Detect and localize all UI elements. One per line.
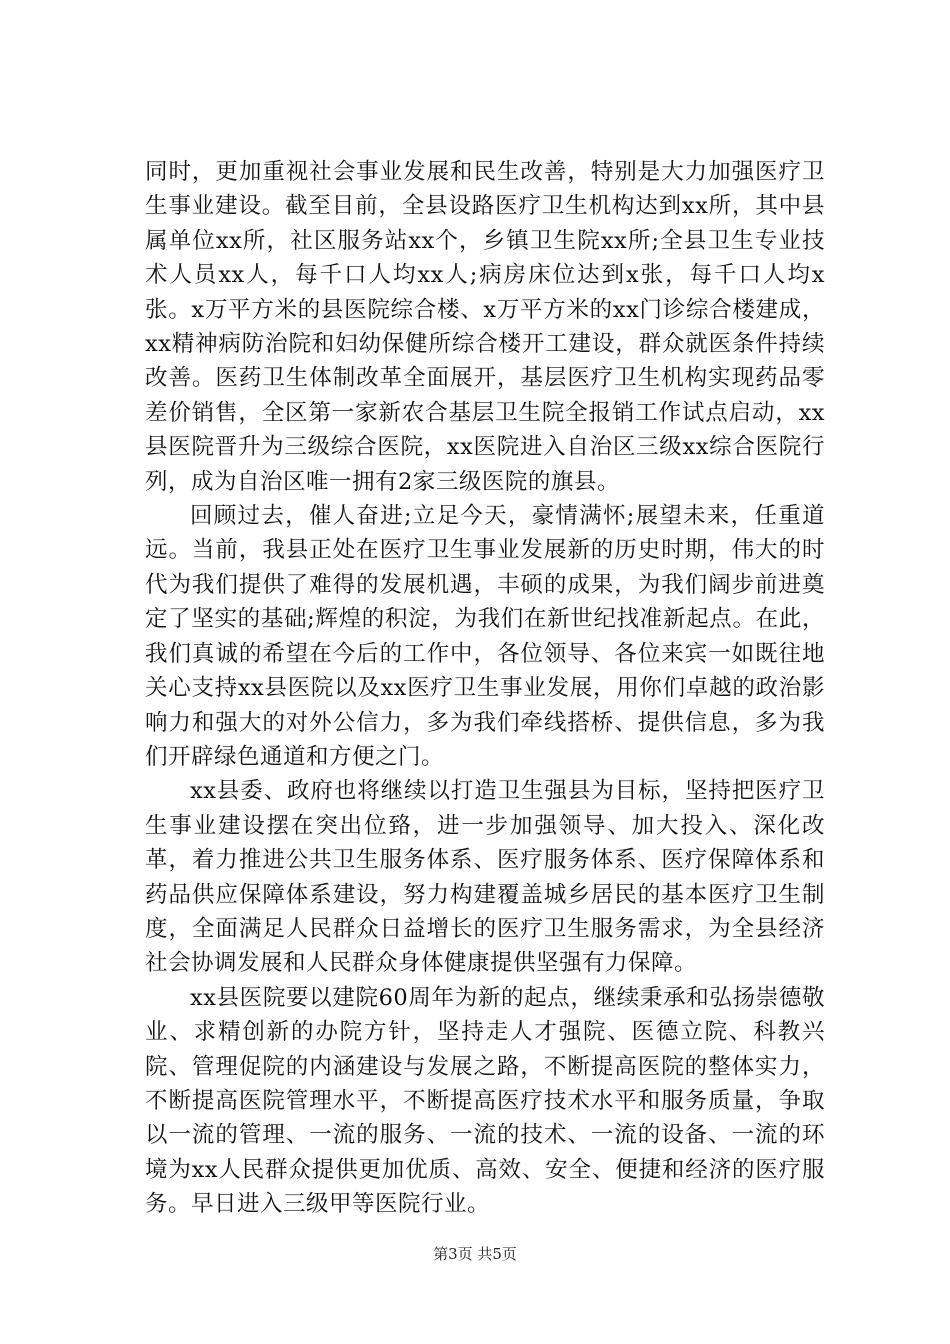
paragraph-1: 同时，更加重视社会事业发展和民生改善，特别是大力加强医疗卫生事业建设。截至目前，全县设路医疗卫生机构达到xx所，其中县属单位xx所，社区服务站xx个，乡镇卫生院xx所;全县卫生专业技术人员xx人，每千口人均xx人;病房床位达到x张，每千口人均x张。x万平方米的县医院综合楼、x万平方米的xx门诊综合楼建成，xx精神病防治院和妇幼保健所综合楼开工建设，群众就医条件持续改善。医药卫生体制改革全面展开，基层医疗卫生机构实现药品零差价销售，全区第一家新农合基层卫生院全报销工作试点启动，xx县医院晋升为三级综合医院，xx医院进入自治区三级xx综合医院行列，成为自治区唯一拥有2家三级医院的旗县。 [145,159,825,495]
document-body [145,155,825,1222]
page-footer [0,1244,950,1264]
paragraph-3: xx县委、政府也将继续以打造卫生强县为目标，坚持把医疗卫生事业建设摆在突出位臵，进一步加强领导、加大投入、深化改革，着力推进公共卫生服务体系、医疗服务体系、医疗保障体系和药品供应保障体系建设，努力构建覆盖城乡居民的基本医疗卫生制度，全面满足人民群众日益增长的医疗卫生服务需求，为全县经济社会协调发展和人民群众身体健康提供坚强有力保障。 [145,778,825,977]
paragraph-4: xx县医院要以建院60周年为新的起点，继续秉承和弘扬崇德敬业、求精创新的办院方针，坚持走人才强院、医德立院、科教兴院、管理促院的内涵建设与发展之路，不断提高医院的整体实力，不断提高医院管理水平，不断提高医疗技术水平和服务质量，争取以一流的管理、一流的服务、一流的技术、一流的设备、一流的环境为xx人民群众提供更加优质、高效、安全、便捷和经济的医疗服务。早日进入三级甲等医院行业。 [145,984,825,1218]
paragraph-2: 回顾过去，催人奋进;立足今天，豪情满怀;展望未来，任重道远。当前，我县正处在医疗卫生事业发展新的历史时期，伟大的时代为我们提供了难得的发展机遇，丰硕的成果，为我们阔步前进奠定了坚实的基础;辉煌的积淀，为我们在新世纪找准新起点。在此，我们真诚的希望在今后的工作中，各位领导、各位来宾一如既往地关心支持xx县医院以及xx医疗卫生事业发展，用你们卓越的政治影响力和强大的对外公信力，多为我们牵线搭桥、提供信息，多为我们开辟绿色通道和方便之门。 [145,503,825,770]
page-number-label: 第3页 共5页 [433,1245,517,1263]
